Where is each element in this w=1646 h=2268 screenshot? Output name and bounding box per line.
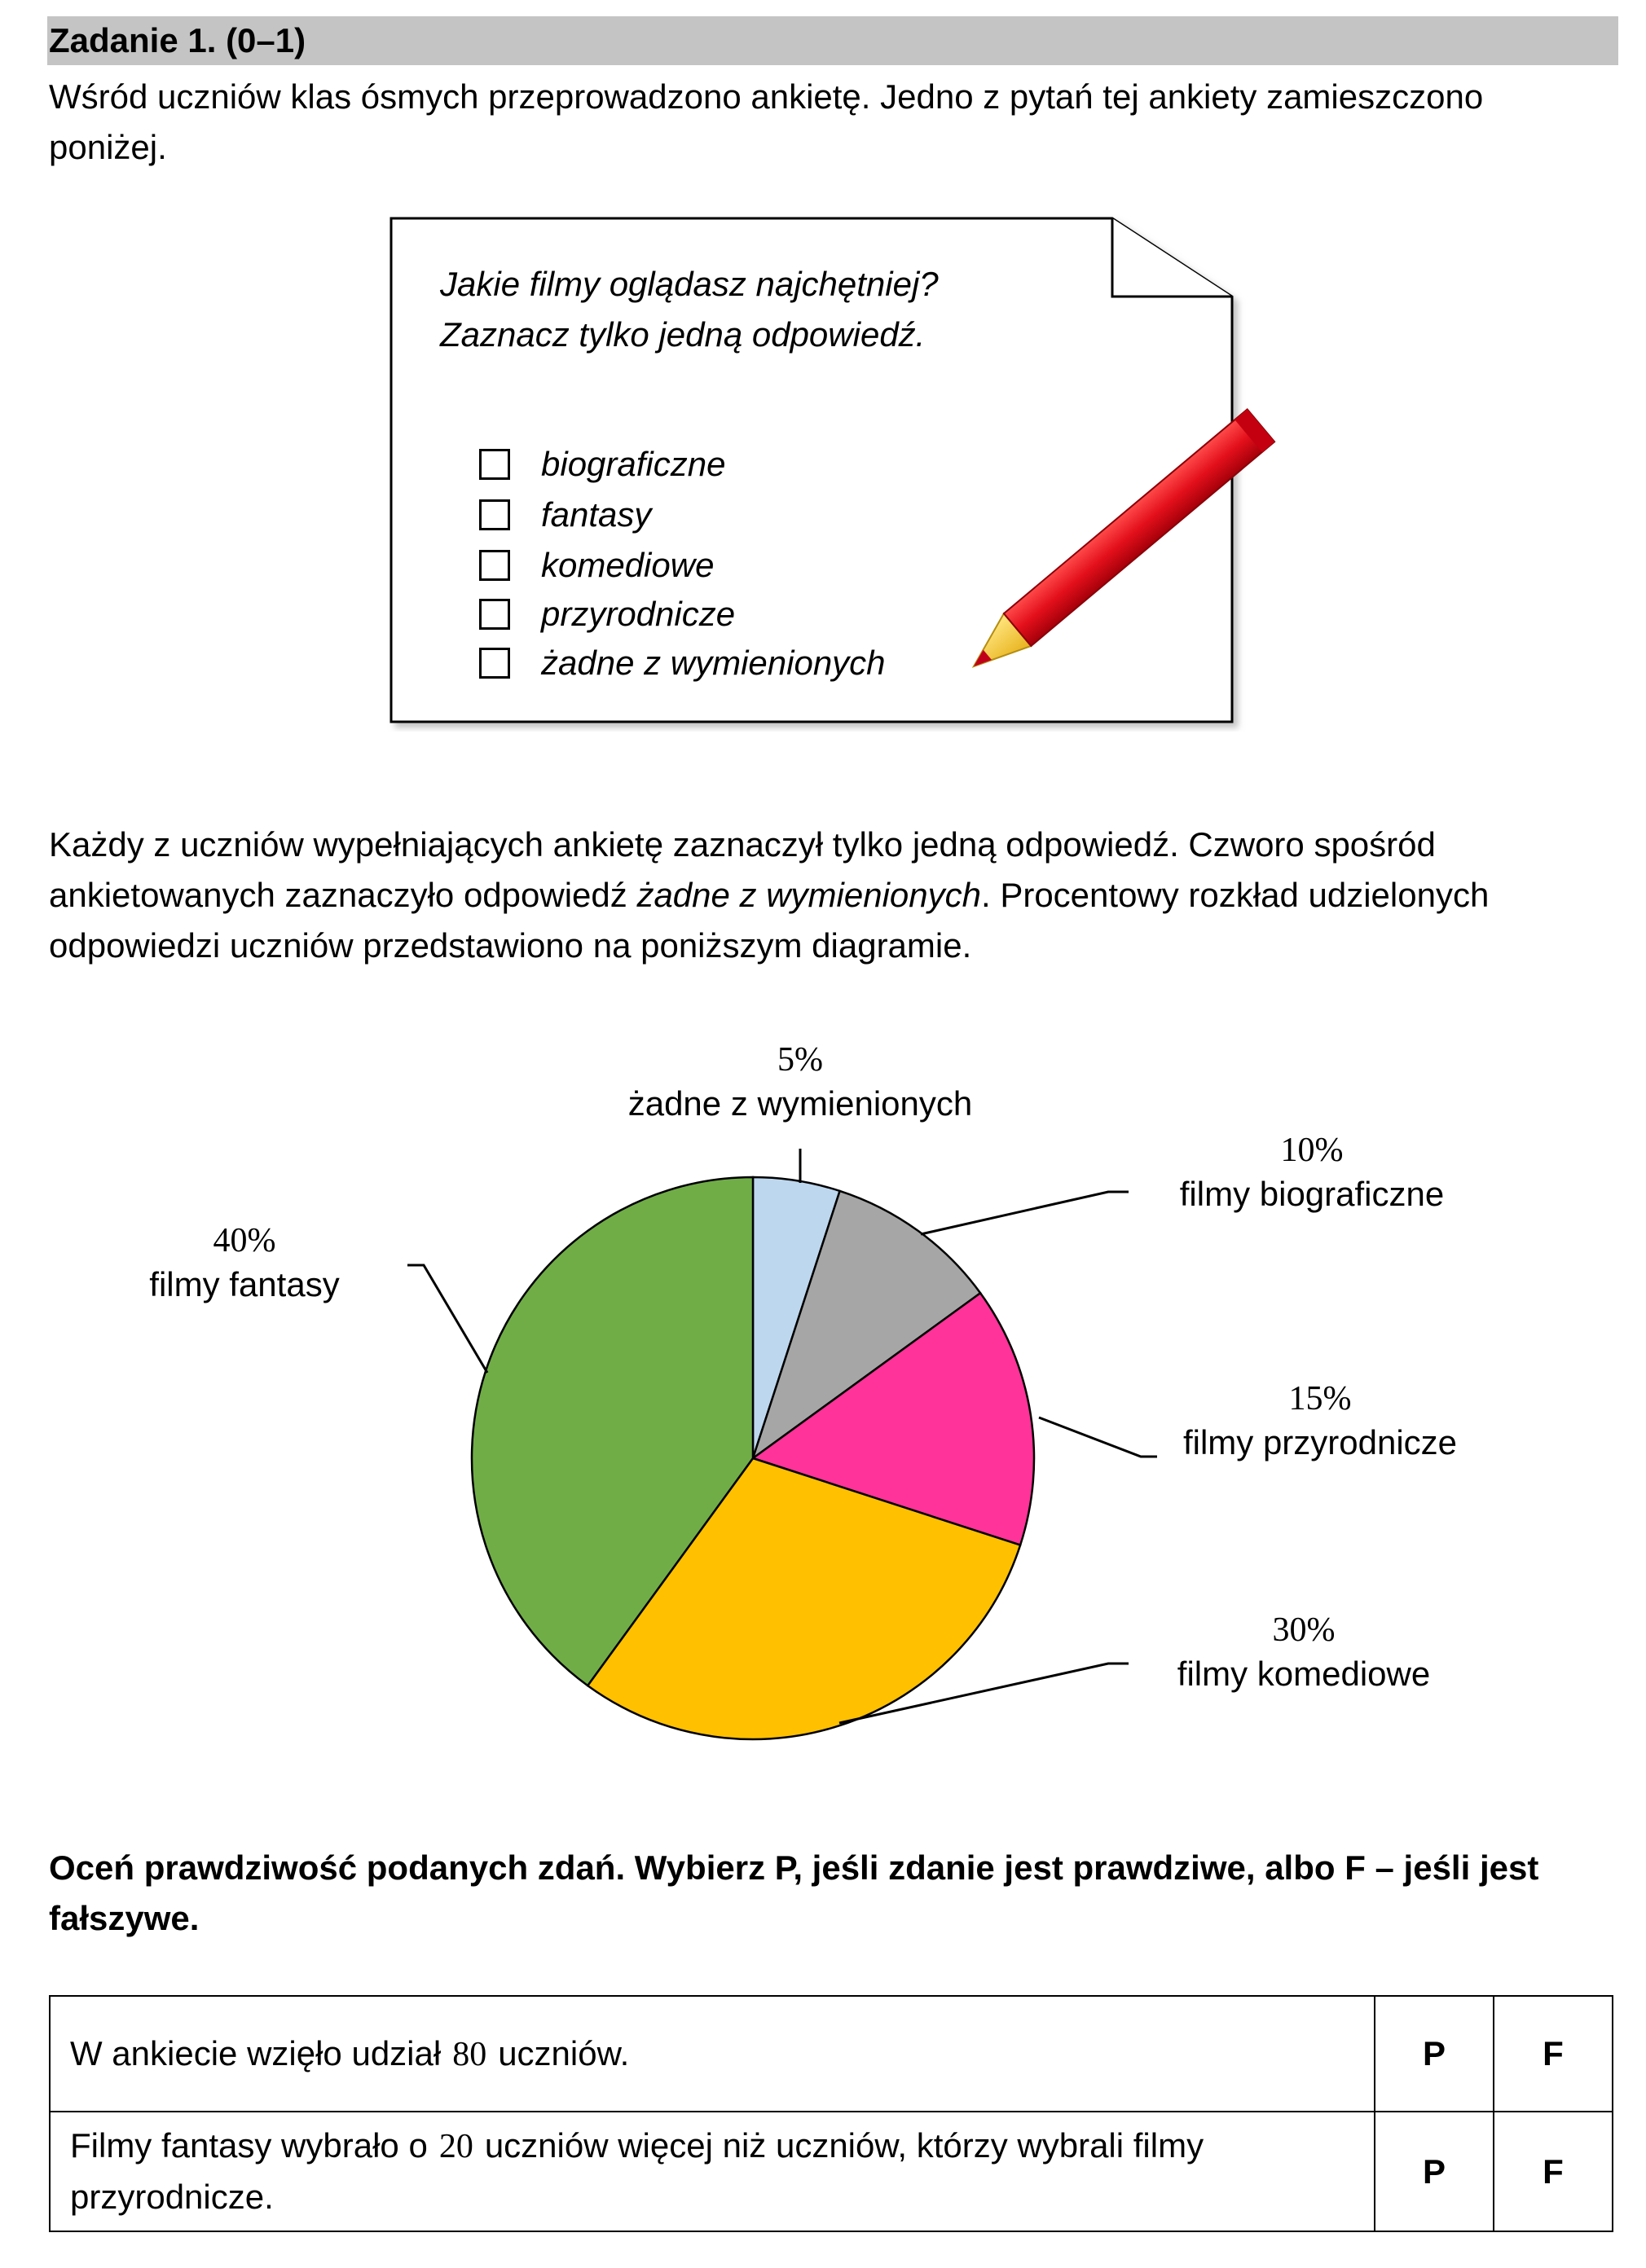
description-before: Każdy z uczniów wypełniających ankietę zaznaczył tylko jedną odpowiedź. Czworo spośród ankietowanych zaznaczyło odpowiedź bbox=[49, 825, 1436, 914]
statement-2-number: 20 bbox=[438, 2128, 473, 2165]
description-text bbox=[49, 820, 1613, 971]
task-intro: Wśród uczniów klas ósmych przeprowadzono ankietę. Jedno z pytań tej ankiety zamieszczono poniżej. bbox=[49, 77, 1484, 166]
leader-line-biograficzne bbox=[921, 1192, 1129, 1234]
description-after: . Procentowy rozkład udzielonych odpowiedzi uczniów przedstawiono na poniższym diagramie. bbox=[49, 876, 1490, 965]
statement-1-number: 80 bbox=[452, 2035, 487, 2073]
statement-1-p-option[interactable]: P bbox=[1375, 1996, 1494, 2112]
pie-name-komediowe: filmy komediowe bbox=[1177, 1655, 1431, 1693]
task-title: Zadanie 1. (0–1) bbox=[49, 21, 306, 59]
pie-pct-komediowe: 30% bbox=[1272, 1611, 1336, 1649]
table-row bbox=[50, 1996, 1613, 2112]
option-label-biograficzne: biograficzne bbox=[541, 445, 726, 483]
pie-pct-przyrodnicze: 15% bbox=[1288, 1380, 1352, 1418]
checkbox-przyrodnicze[interactable] bbox=[479, 599, 510, 630]
statement-2-p-option[interactable]: P bbox=[1375, 2112, 1494, 2231]
pie-label-biograficzne bbox=[1133, 1128, 1491, 1216]
pie-pct-fantasy: 40% bbox=[213, 1222, 276, 1259]
true-false-table bbox=[49, 1995, 1613, 2232]
checkbox-zadne[interactable] bbox=[479, 648, 510, 679]
statement-1: W ankiecie wzięło udział 80 uczniów. bbox=[50, 1996, 1375, 2112]
pie-name-zadne: żadne z wymienionych bbox=[627, 1084, 973, 1123]
pie-label-fantasy bbox=[106, 1219, 383, 1307]
leader-line-przyrodnicze bbox=[1039, 1418, 1157, 1457]
survey-instruction: Zaznacz tylko jedną odpowiedź. bbox=[440, 315, 926, 354]
option-label-fantasy: fantasy bbox=[541, 495, 652, 534]
pie-label-przyrodnicze bbox=[1141, 1377, 1499, 1465]
option-label-komediowe: komediowe bbox=[541, 546, 715, 584]
pie-name-biograficzne: filmy biograficzne bbox=[1179, 1175, 1445, 1213]
task-instruction: Oceń prawdziwość podanych zdań. Wybierz P, jeśli zdanie jest prawdziwe, albo F – jeśli jest fałszywe. bbox=[49, 1848, 1539, 1937]
table-row bbox=[50, 2112, 1613, 2231]
option-label-przyrodnicze: przyrodnicze bbox=[541, 595, 736, 633]
checkbox-fantasy[interactable] bbox=[479, 499, 510, 530]
checkbox-biograficzne[interactable] bbox=[479, 449, 510, 480]
pie-pct-zadne: 5% bbox=[777, 1041, 823, 1079]
survey-question: Jakie filmy oglądasz najchętniej? bbox=[440, 265, 939, 303]
statement-2: Filmy fantasy wybrało o 20 uczniów więcej niż uczniów, którzy wybrali filmy przyrodnicze. bbox=[50, 2112, 1375, 2231]
leader-line-fantasy bbox=[407, 1265, 487, 1373]
checkbox-komediowe[interactable] bbox=[479, 550, 510, 581]
pie-name-przyrodnicze: filmy przyrodnicze bbox=[1182, 1423, 1458, 1461]
pie-name-fantasy: filmy fantasy bbox=[149, 1265, 340, 1303]
pie-label-zadne bbox=[580, 1038, 1020, 1126]
description-italic: żadne z wymienionych bbox=[636, 876, 981, 914]
pie-pct-biograficzne: 10% bbox=[1280, 1132, 1344, 1169]
statement-1-f-option[interactable]: F bbox=[1494, 1996, 1613, 2112]
statement-2-f-option[interactable]: F bbox=[1494, 2112, 1613, 2231]
option-label-zadne: żadne z wymienionych bbox=[541, 644, 886, 682]
pie-label-komediowe bbox=[1133, 1608, 1475, 1696]
